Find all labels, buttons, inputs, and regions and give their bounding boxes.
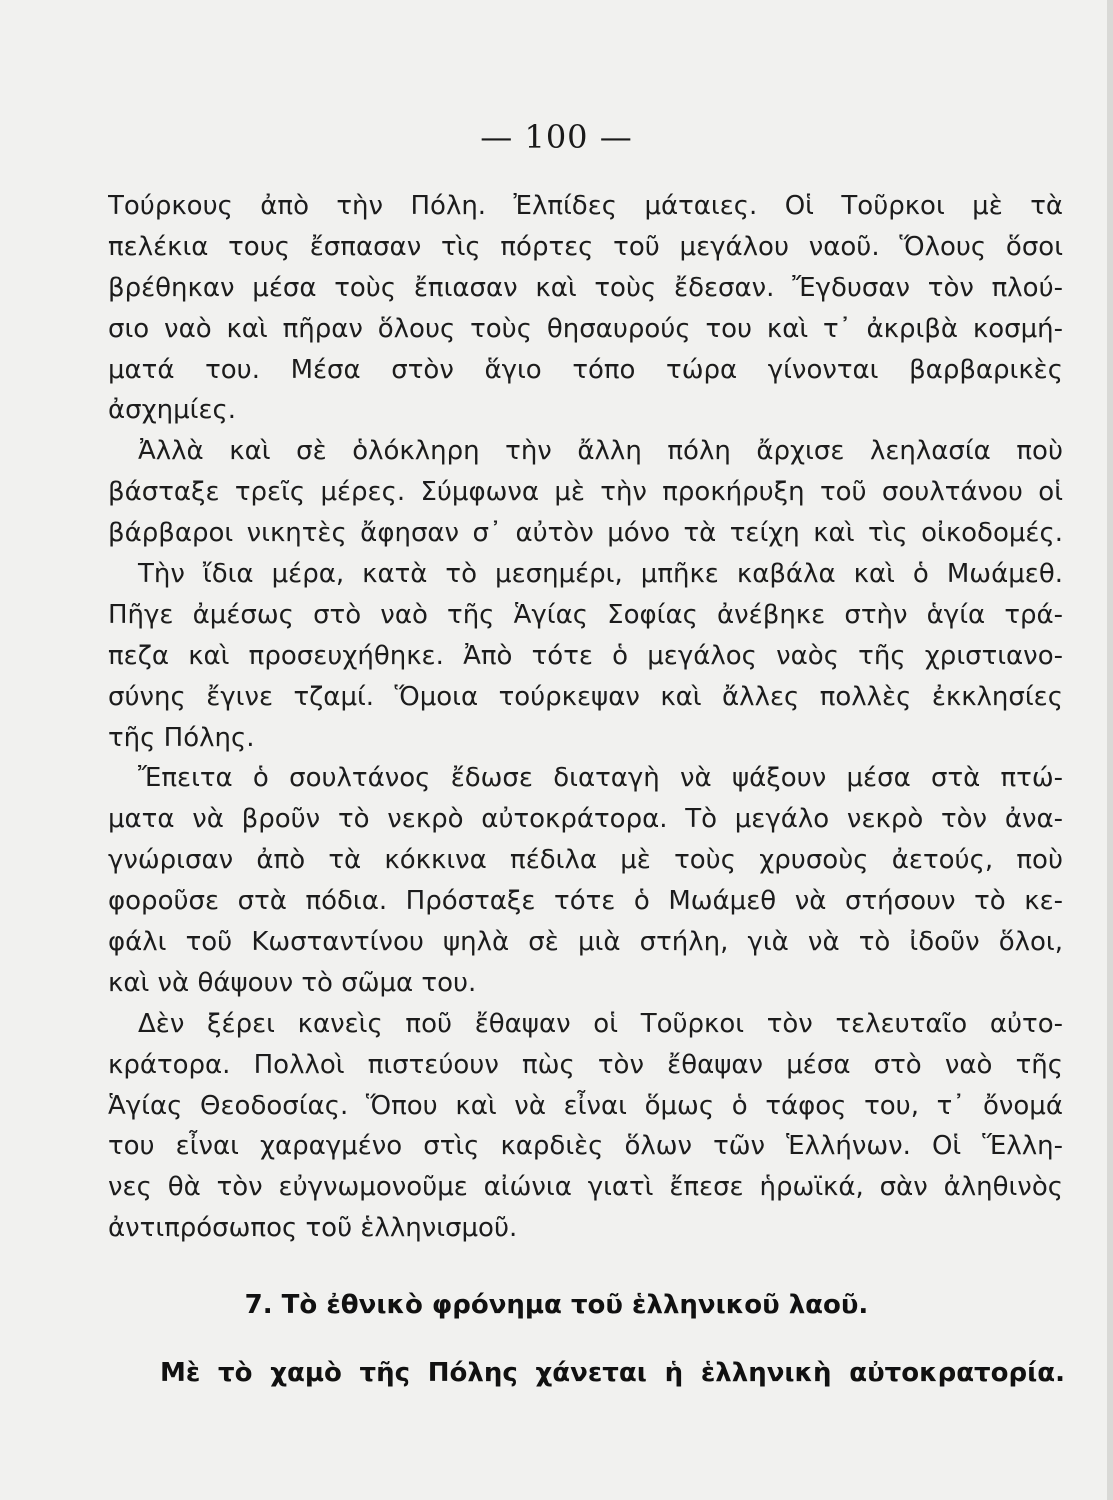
body-text <box>108 186 1063 1249</box>
text-line: σιο ναὸ καὶ πῆραν ὅλους τοὺς θησαυρούς του καὶ τ᾽ ἀκριβὰ κοσμή- <box>108 313 1063 344</box>
text-line: ματά του. Μέσα στὸν ἅγιο τόπο τώρα γίνονται βαρβαρικὲς <box>108 354 1063 385</box>
text-line: ματα νὰ βροῦν τὸ νεκρὸ αὐτοκράτορα. Τὸ μεγάλο νεκρὸ τὸν ἀνα- <box>108 804 1063 835</box>
text-line: βρέθηκαν μέσα τοὺς ἔπιασαν καὶ τοὺς ἔδεσαν. Ἔγδυσαν τὸν πλού- <box>108 272 1063 303</box>
text-line: Τὴν ἴδια μέρα, κατὰ τὸ μεσημέρι, μπῆκε καβάλα καὶ ὁ Μωάμεθ. <box>138 559 1063 590</box>
text-line: Ἁγίας Θεοδοσίας. Ὅπου καὶ νὰ εἶναι ὅμως ὁ τάφος του, τ᾽ ὄνομά <box>108 1090 1063 1121</box>
text-line: Δὲν ξέρει κανεὶς ποῦ ἔθαψαν οἱ Τοῦρκοι τὸν τελευταῖο αὐτο- <box>138 1008 1063 1039</box>
section-heading: 7. Τὸ ἐθνικὸ φρόνημα τοῦ ἑλληνικοῦ λαοῦ. <box>244 1290 869 1320</box>
text-line: Ἔπειτα ὁ σουλτάνος ἔδωσε διαταγὴ νὰ ψάξουν μέσα στὰ πτώ- <box>138 763 1063 794</box>
text-line: σύνης ἔγινε τζαμί. Ὅμοια τούρκεψαν καὶ ἄλλες πολλὲς ἐκκλησίες <box>108 681 1063 712</box>
text-line: Πῆγε ἀμέσως στὸ ναὸ τῆς Ἁγίας Σοφίας ἀνέβηκε στὴν ἁγία τρά- <box>108 599 1063 630</box>
text-line: γνώρισαν ἀπὸ τὰ κόκκινα πέδιλα μὲ τοὺς χρυσοὺς ἀετούς, ποὺ <box>108 845 1063 876</box>
text-line: καὶ νὰ θάψουν τὸ σῶμα του. <box>108 967 477 998</box>
text-line: του εἶναι χαραγμένο στὶς καρδιὲς ὅλων τῶν Ἑλλήνων. Οἱ Ἕλλη- <box>108 1131 1063 1162</box>
text-line: βάρβαροι νικητὲς ἄφησαν σ᾽ αὐτὸν μόνο τὰ τείχη καὶ τὶς οἰκοδομές. <box>108 518 1063 549</box>
text-line: ἀντιπρόσωπος τοῦ ἑλληνισμοῦ. <box>108 1213 518 1244</box>
text-line: Ἀλλὰ καὶ σὲ ὁλόκληρη τὴν ἄλλη πόλη ἄρχισε λεηλασία ποὺ <box>138 436 1063 467</box>
page-number: — 100 — <box>480 118 633 156</box>
text-line: νες θὰ τὸν εὐγνωμονοῦμε αἰώνια γιατὶ ἔπεσε ἡρωϊκά, σὰν ἀληθινὸς <box>108 1172 1063 1203</box>
text-line: φάλι τοῦ Κωσταντίνου ψηλὰ σὲ μιὰ στήλη, γιὰ νὰ τὸ ἰδοῦν ὅλοι, <box>108 927 1063 958</box>
text-line: πεζα καὶ προσευχήθηκε. Ἀπὸ τότε ὁ μεγάλος ναὸς τῆς χριστιανο- <box>108 640 1063 671</box>
text-line: Τούρκους ἀπὸ τὴν Πόλη. Ἐλπίδες μάταιες. Οἱ Τοῦρκοι μὲ τὰ <box>108 191 1063 221</box>
text-line: κράτορα. Πολλοὶ πιστεύουν πὼς τὸν ἔθαψαν μέσα στὸ ναὸ τῆς <box>108 1049 1063 1080</box>
section-lead-sentence: Μὲ τὸ χαμὸ τῆς Πόλης χάνεται ἡ ἑλληνικὴ αὐτοκρατορία. <box>160 1358 1065 1388</box>
text-line: βάσταξε τρεῖς μέρες. Σύμφωνα μὲ τὴν προκήρυξη τοῦ σουλτάνου οἱ <box>108 477 1063 508</box>
text-line: πελέκια τους ἔσπασαν τὶς πόρτες τοῦ μεγάλου ναοῦ. Ὅλους ὅσοι <box>108 231 1063 262</box>
text-line: φοροῦσε στὰ πόδια. Πρόσταξε τότε ὁ Μωάμεθ νὰ στήσουν τὸ κε- <box>108 886 1063 917</box>
text-line: ἀσχημίες. <box>108 395 237 426</box>
text-line: τῆς Πόλης. <box>108 722 255 753</box>
